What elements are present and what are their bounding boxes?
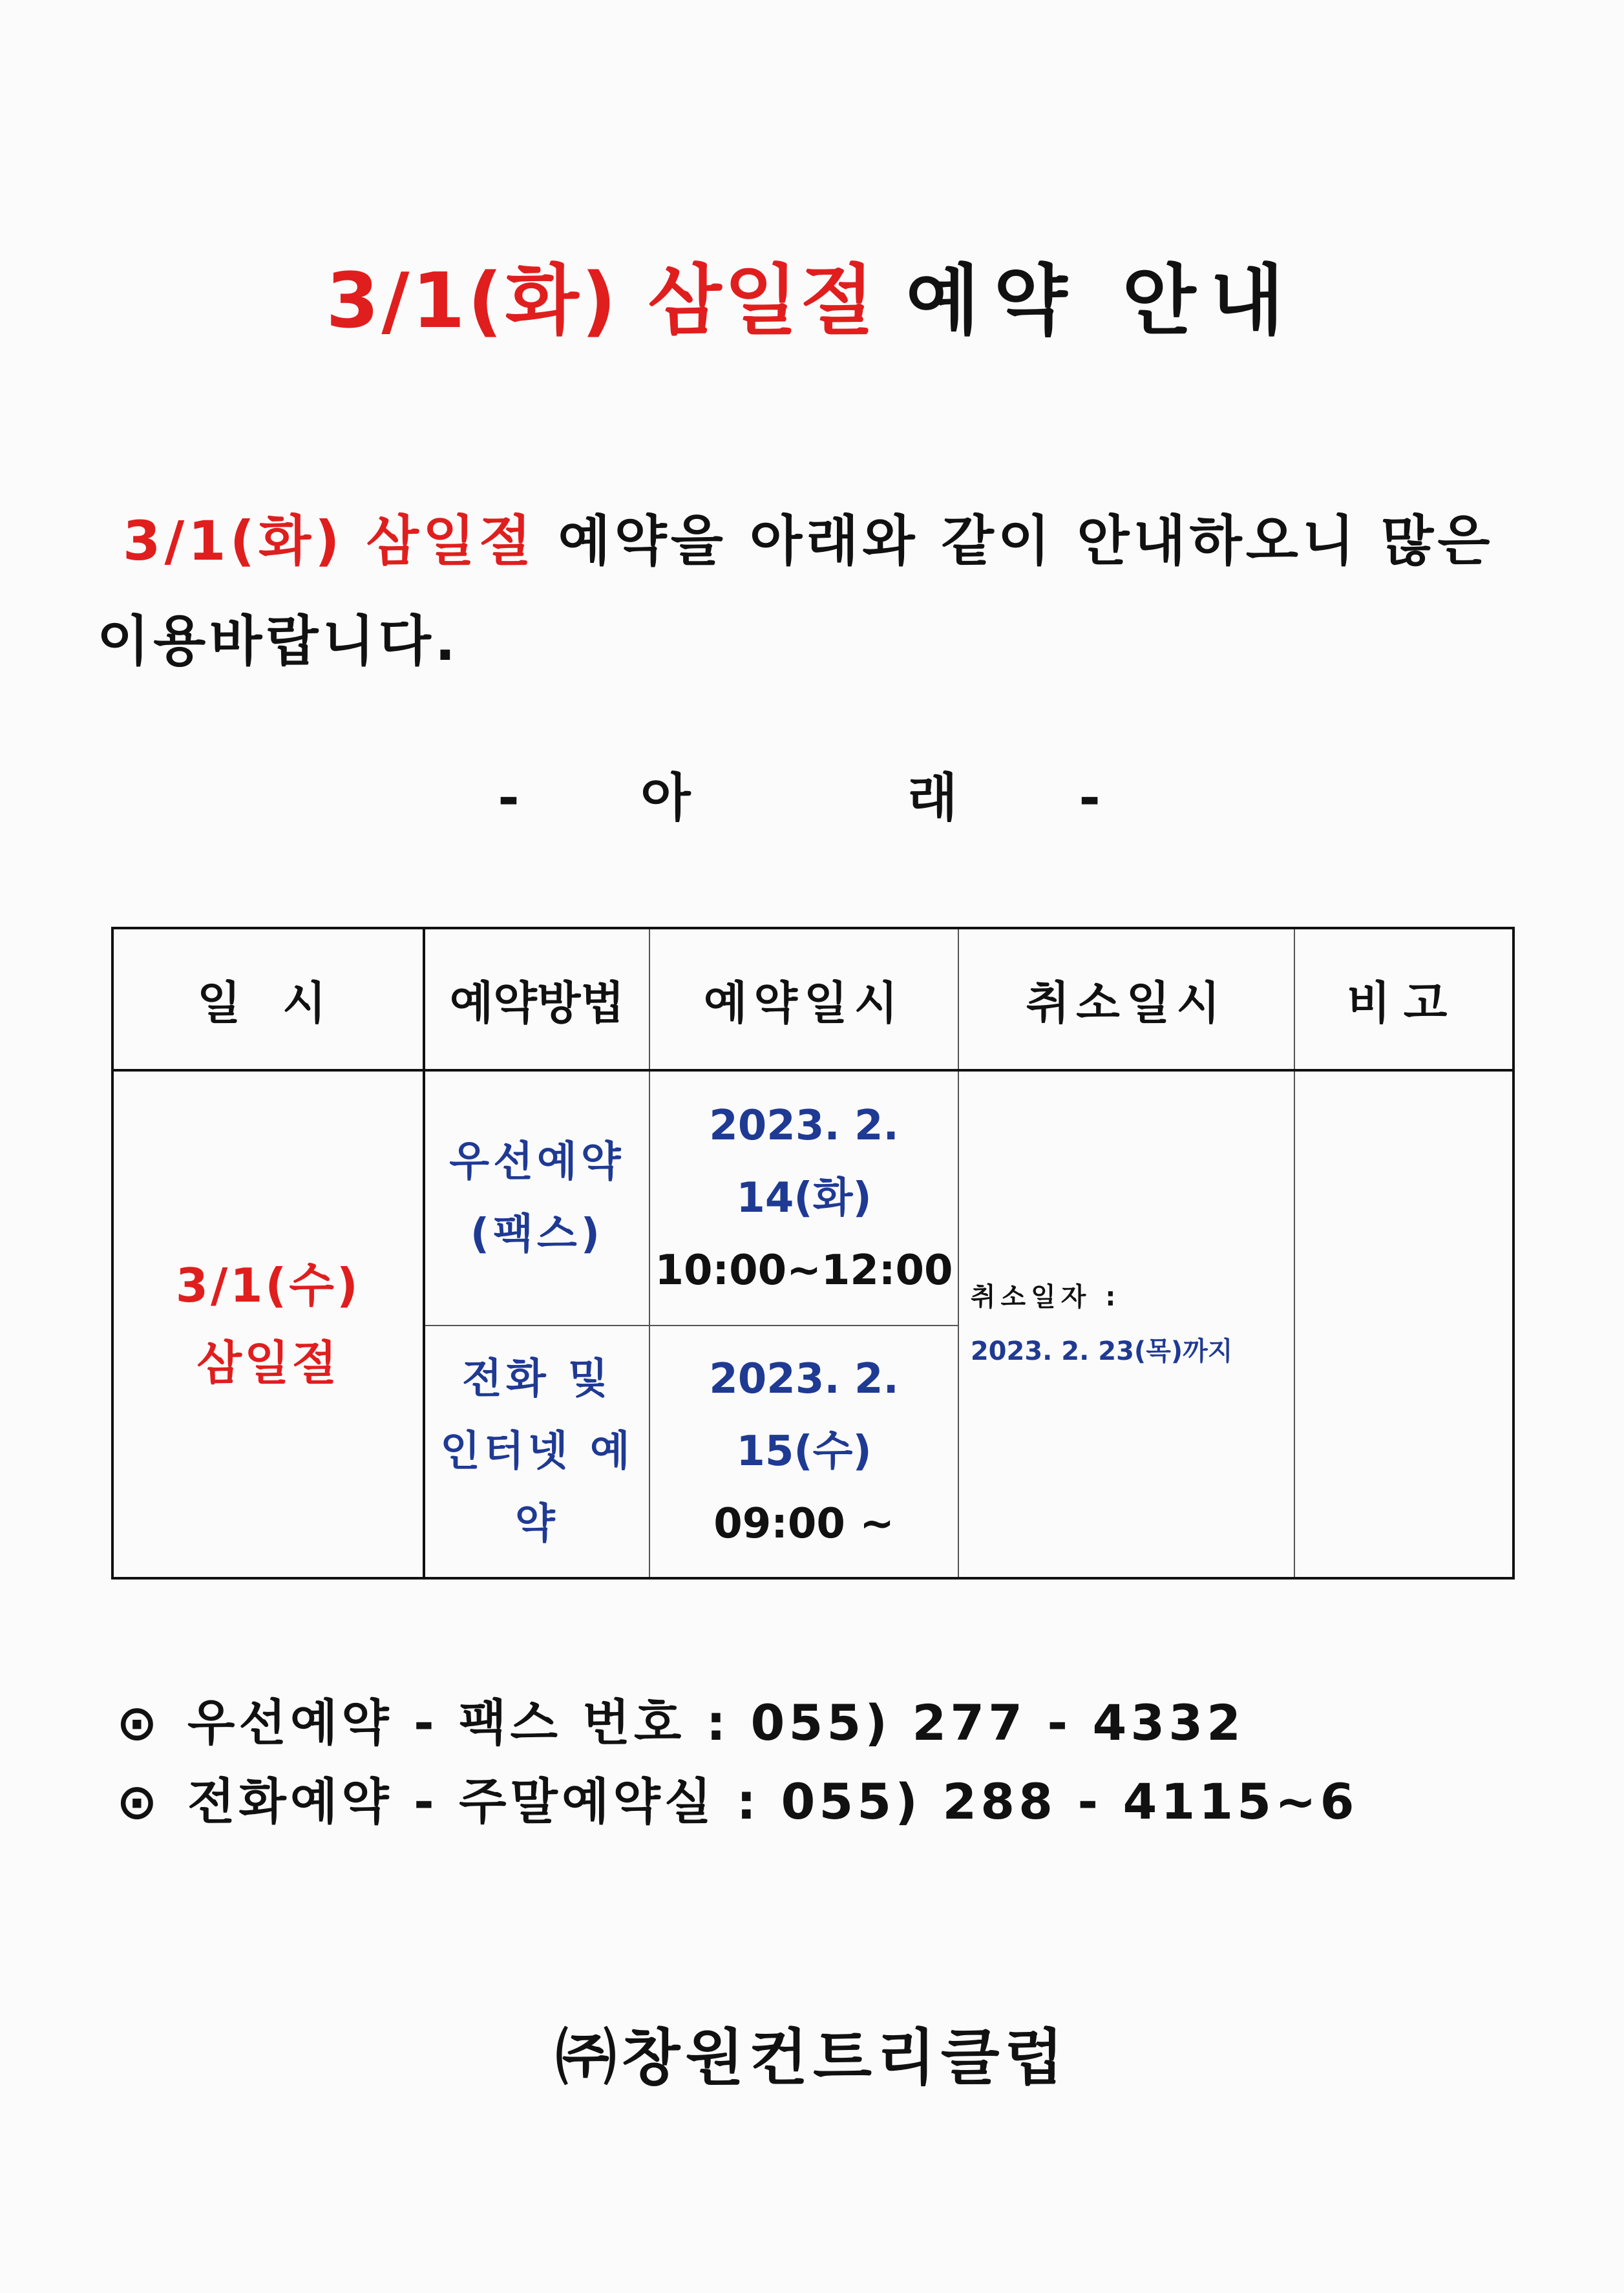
title-red-part: 3/1(화) 삼일절 xyxy=(326,256,877,345)
method-detail: (팩스) xyxy=(470,1210,604,1258)
below-label: - 아 래 - xyxy=(498,768,1126,828)
header-reserve-time: 예약일시 xyxy=(649,928,958,1070)
bullet-icon: ⊙ xyxy=(116,1694,162,1751)
method-detail: 인터넷 예약 xyxy=(440,1428,634,1548)
cancel-label: 취소일자 : xyxy=(970,1282,1121,1312)
method-cell xyxy=(424,1070,650,1326)
cancel-cell xyxy=(958,1070,1294,1578)
holiday-date-cell xyxy=(112,1070,424,1578)
reserve-time: 09:00 ~ xyxy=(713,1500,894,1548)
reserve-time-cell xyxy=(649,1326,958,1578)
method-name: 전화 및 xyxy=(462,1355,612,1403)
header-cancel-time: 취소일시 xyxy=(958,928,1294,1070)
reserve-date: 2023. 2. 15(수) xyxy=(709,1355,899,1475)
method-cell xyxy=(424,1326,650,1578)
reserve-date: 2023. 2. 14(화) xyxy=(709,1102,899,1222)
cancel-date: 2023. 2. 23(목)까지 xyxy=(970,1337,1233,1366)
bullet-icon: ⊙ xyxy=(116,1773,162,1830)
contact-fax: 우선예약 - 팩스 번호 : 055) 277 - 4332 xyxy=(187,1694,1245,1751)
intro-red-part: 3/1(화) 삼일절 xyxy=(123,509,536,573)
page-title xyxy=(0,239,1624,349)
holiday-date: 3/1(수) xyxy=(175,1258,361,1313)
remarks-cell xyxy=(1294,1070,1513,1578)
header-method: 예약방법 xyxy=(424,928,650,1070)
contact-phone: 전화예약 - 주말예약실 : 055) 288 - 4115~6 xyxy=(187,1773,1358,1830)
intro-rest: 예약을 아래와 같이 안내하오니 많은 이용바랍니다. xyxy=(97,509,1494,673)
header-remarks: 비고 xyxy=(1294,928,1513,1070)
list-item xyxy=(116,1762,1358,1841)
reserve-time-cell xyxy=(649,1070,958,1326)
title-black-part: 예약 안내 xyxy=(905,256,1298,345)
reserve-time: 10:00~12:00 xyxy=(655,1247,953,1294)
list-item xyxy=(116,1684,1358,1762)
table-row xyxy=(112,1070,1513,1326)
table-header-row xyxy=(112,928,1513,1070)
club-name: ㈜창원컨트리클럽 xyxy=(555,2023,1069,2093)
schedule-table xyxy=(111,927,1515,1580)
intro-paragraph xyxy=(97,491,1538,692)
header-date: 일 시 xyxy=(112,928,424,1070)
holiday-name: 삼일절 xyxy=(196,1336,340,1390)
method-name: 우선예약 xyxy=(449,1138,625,1186)
contact-list xyxy=(116,1684,1358,1841)
